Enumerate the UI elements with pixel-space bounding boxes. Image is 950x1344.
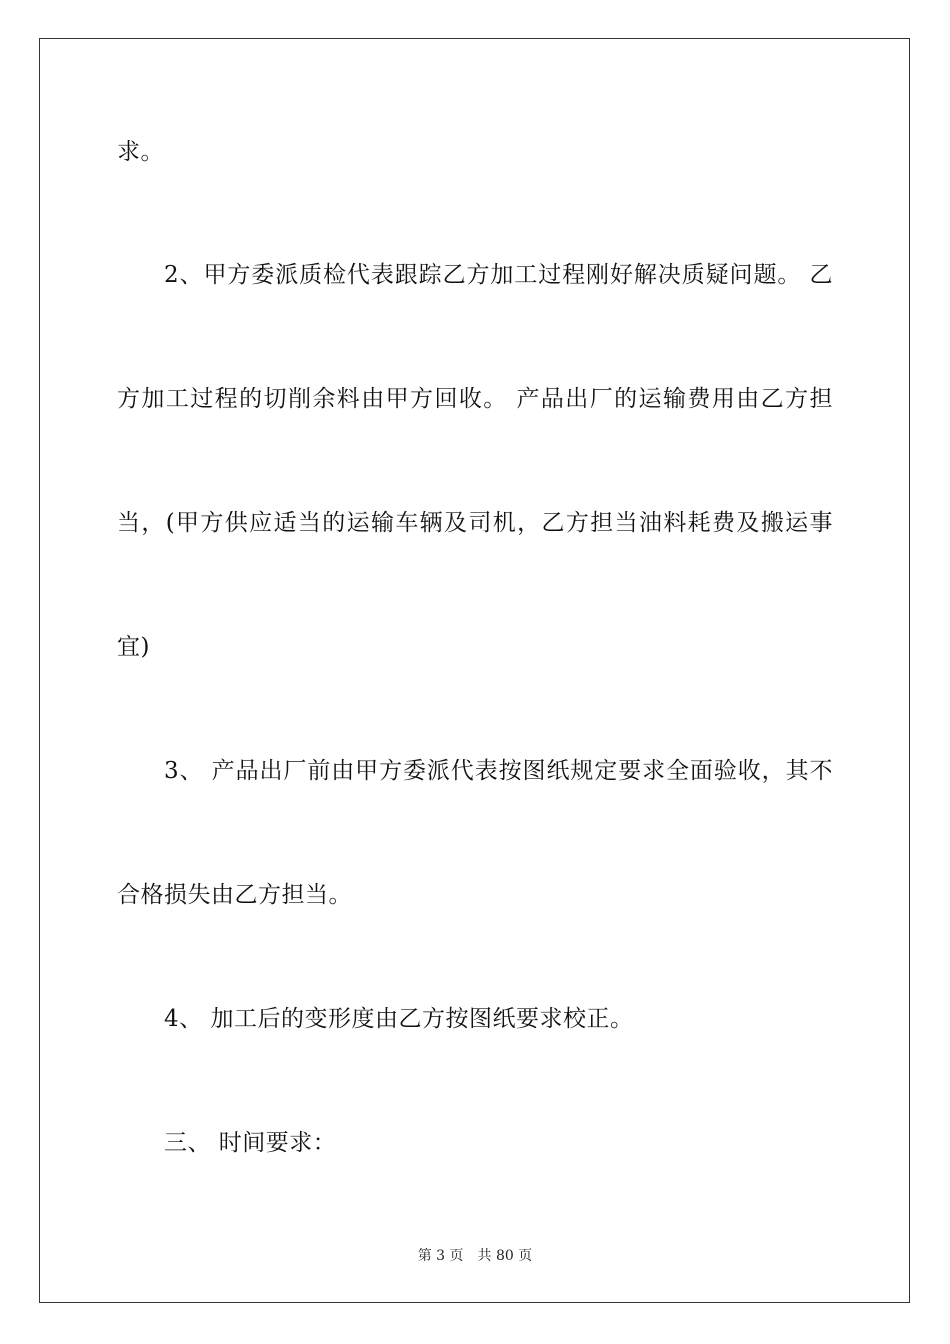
page-total: 共 80 页 <box>477 1248 533 1264</box>
text-line-5: 宜) <box>117 634 150 660</box>
text-line-3: 方加工过程的切削余料由甲方回收。 产品出厂的运输费用由乙方担 <box>117 386 833 412</box>
text-line-4: 当，(甲方供应适当的运输车辆及司机，乙方担当油料耗费及搬运事 <box>117 510 833 536</box>
page-footer <box>0 1247 950 1265</box>
text-line-6: 3、 产品出厂前由甲方委派代表按图纸规定要求全面验收，其不 <box>164 758 833 784</box>
page-number: 第 3 页 <box>417 1248 464 1264</box>
text-line-8: 4、 加工后的变形度由乙方按图纸要求校正。 <box>164 1006 634 1032</box>
text-line-7: 合格损失由乙方担当。 <box>117 882 352 908</box>
text-line-2: 2、甲方委派质检代表跟踪乙方加工过程刚好解决质疑问题。 乙 <box>164 262 833 288</box>
text-line-1: 求。 <box>117 139 164 165</box>
page-frame <box>39 38 910 1303</box>
section-heading: 三、 时间要求： <box>164 1130 337 1156</box>
